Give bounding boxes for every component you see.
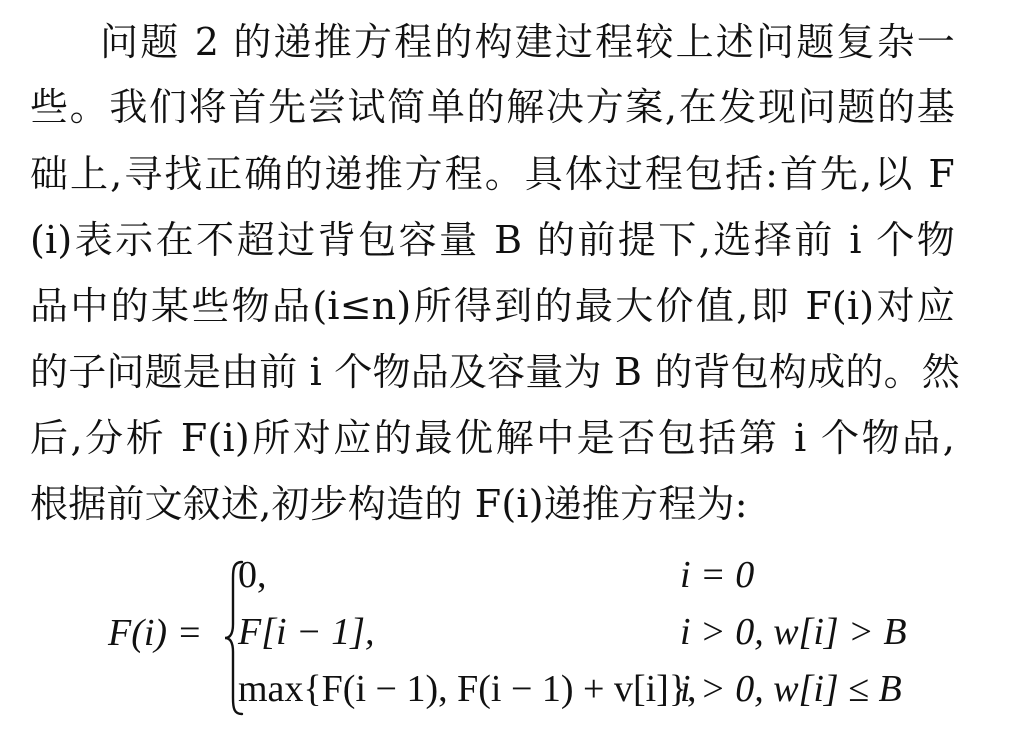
paragraph-line-1: 问题 2 的递推方程的构建过程较上述问题复杂一 (100, 20, 955, 64)
paragraph-line-2: 些。我们将首先尝试简单的解决方案,在发现问题的基 (30, 85, 955, 129)
recurrence-equation (0, 540, 1025, 720)
case-3-expression: max{F(i − 1), F(i − 1) + v[i]}, (238, 668, 697, 710)
paragraph-line-7: 后,分析 F(i)所对应的最优解中是否包括第 i 个物品, (30, 416, 955, 460)
paragraph-line-3: 础上,寻找正确的递推方程。具体过程包括:首先,以 F (30, 152, 955, 196)
paragraph-line-6: 的子问题是由前 i 个物品及容量为 B 的背包构成的。然 (30, 350, 960, 394)
paragraph-line-5: 品中的某些物品(i≤n)所得到的最大价值,即 F(i)对应 (30, 284, 955, 328)
paragraph-line-4: (i)表示在不超过背包容量 B 的前提下,选择前 i 个物 (30, 218, 955, 262)
case-2-condition: i > 0, w[i] > B (680, 611, 907, 653)
case-1-condition: i = 0 (680, 554, 755, 596)
equation-lhs: F(i) = (108, 612, 203, 654)
paragraph-line-8: 根据前文叙述,初步构造的 F(i)递推方程为: (30, 482, 748, 526)
case-1-expression: 0, (238, 554, 267, 596)
case-2-expression: F[i − 1], (238, 611, 375, 653)
case-3-condition: i > 0, w[i] ≤ B (680, 668, 902, 710)
